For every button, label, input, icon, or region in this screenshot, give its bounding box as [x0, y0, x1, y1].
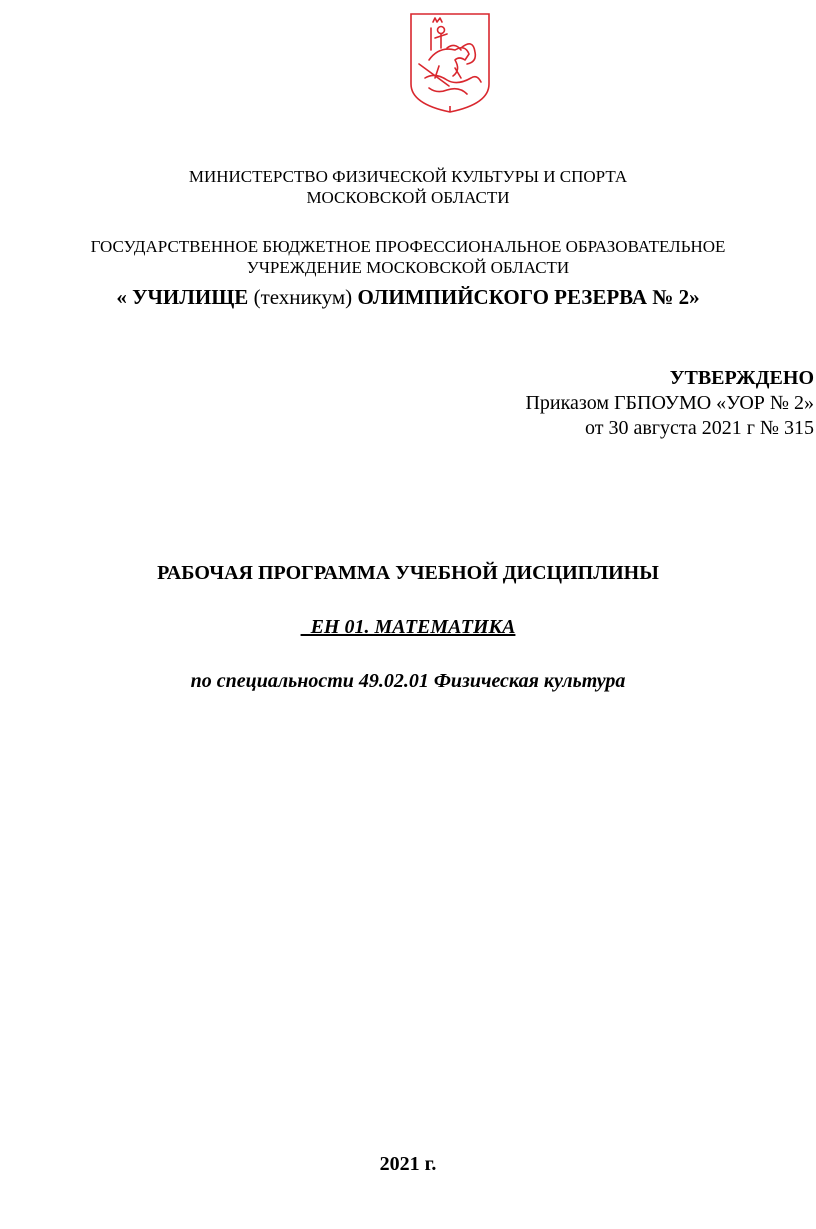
document-year: 2021 г. — [379, 1153, 437, 1175]
approval-order: Приказом ГБПОУМО «УОР № 2» — [525, 392, 814, 414]
college-name-part-3: ОЛИМПИЙСКОГО РЕЗЕРВА № 2» — [357, 285, 700, 309]
institution-line-2: УЧРЕЖДЕНИЕ МОСКОВСКОЙ ОБЛАСТИ — [246, 258, 570, 277]
approval-block — [525, 366, 814, 441]
college-name-part-2: (техникум) — [248, 285, 358, 309]
subject-title — [0, 616, 816, 639]
specialty-line: по специальности 49.02.01 Физическая культура — [190, 670, 626, 692]
approval-date: от 30 августа 2021 г № 315 — [584, 417, 814, 439]
college-name — [0, 284, 816, 310]
program-title: РАБОЧАЯ ПРОГРАММА УЧЕБНОЙ ДИСЦИПЛИНЫ — [157, 562, 659, 584]
subject-text: ЕН 01. МАТЕМАТИКА — [300, 616, 516, 638]
approval-heading: УТВЕРЖДЕНО — [669, 367, 814, 389]
institution-name — [0, 236, 816, 278]
moscow-region-coat-of-arms-icon — [405, 8, 495, 116]
ministry-name — [0, 166, 816, 208]
college-name-part-1: « УЧИЛИЩЕ — [116, 285, 249, 309]
institution-line-1: ГОСУДАРСТВЕННОЕ БЮДЖЕТНОЕ ПРОФЕССИОНАЛЬНОЕ ОБРАЗОВАТЕЛЬНОЕ — [90, 237, 726, 256]
ministry-line-2: МОСКОВСКОЙ ОБЛАСТИ — [306, 188, 510, 207]
ministry-line-1: МИНИСТЕРСТВО ФИЗИЧЕСКОЙ КУЛЬТУРЫ И СПОРТА — [188, 167, 628, 186]
